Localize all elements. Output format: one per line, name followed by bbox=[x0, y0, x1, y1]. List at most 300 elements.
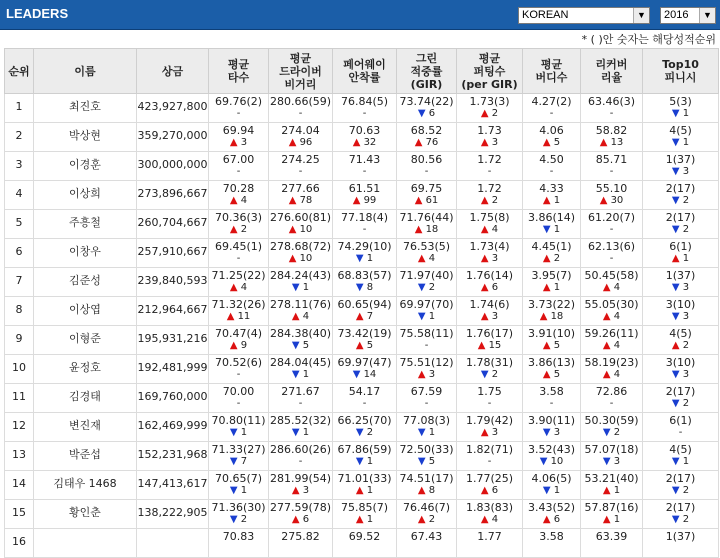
stat-value: 274.25 bbox=[281, 153, 320, 166]
rank-change-value: 99 bbox=[363, 195, 377, 206]
rank-change-value: - bbox=[362, 224, 367, 235]
rank-change-value: 3 bbox=[302, 485, 310, 496]
rank-change-value: 1 bbox=[553, 224, 561, 235]
stat-value: 4.50 bbox=[539, 153, 564, 166]
rank-change-value: 6 bbox=[428, 108, 436, 119]
stat-value: 66.25(70) bbox=[337, 414, 392, 427]
arrow-down-icon: ▼ bbox=[480, 369, 492, 380]
rank-up-indicator bbox=[209, 282, 268, 294]
rank-change-value: 5 bbox=[553, 369, 561, 380]
rank-down-indicator bbox=[523, 224, 580, 236]
stat-value: 1.73(4) bbox=[469, 240, 510, 253]
stat-cell bbox=[209, 413, 269, 442]
chevron-down-icon[interactable]: ▼ bbox=[699, 8, 715, 23]
rank-change bbox=[643, 427, 718, 439]
player-name[interactable] bbox=[34, 297, 137, 326]
rank-cell bbox=[5, 355, 34, 384]
tour-select-value: KOREAN bbox=[522, 9, 569, 21]
rank-up-indicator bbox=[581, 340, 642, 352]
table-row[interactable] bbox=[5, 123, 719, 152]
arrow-up-icon: ▲ bbox=[417, 253, 429, 264]
stat-value: 60.65(94) bbox=[337, 298, 392, 311]
table-row[interactable] bbox=[5, 326, 719, 355]
stat-cell bbox=[209, 355, 269, 384]
rank-cell-text: 5 bbox=[15, 216, 23, 229]
arrow-down-icon: ▼ bbox=[671, 224, 683, 235]
stat-value: 59.26(11) bbox=[584, 327, 639, 340]
rank-change-value: 6 bbox=[553, 514, 561, 525]
arrow-down-icon: ▼ bbox=[355, 456, 367, 467]
stat-cell bbox=[333, 181, 397, 210]
stat-cell bbox=[333, 268, 397, 297]
stat-cell bbox=[523, 500, 581, 529]
rank-change-value: 1 bbox=[366, 253, 374, 264]
player-name-text: 박준섭 bbox=[69, 448, 101, 461]
rank-up-indicator bbox=[523, 340, 580, 352]
column-header: 상금 bbox=[137, 49, 209, 94]
column-header: 이름 bbox=[34, 49, 137, 94]
rank-up-indicator bbox=[523, 195, 580, 207]
stat-cell bbox=[643, 94, 719, 123]
player-name[interactable] bbox=[34, 239, 137, 268]
table-row[interactable] bbox=[5, 181, 719, 210]
stat-cell bbox=[457, 123, 523, 152]
stat-value: 71.32(26) bbox=[211, 298, 266, 311]
stat-cell bbox=[581, 181, 643, 210]
stat-cell bbox=[643, 529, 719, 558]
stat-value: 74.29(10) bbox=[337, 240, 392, 253]
arrow-down-icon: ▼ bbox=[602, 456, 614, 467]
table-row[interactable] bbox=[5, 471, 719, 500]
stat-value: 277.66 bbox=[281, 182, 320, 195]
rank-down-indicator bbox=[209, 427, 268, 439]
column-header: 리커버 리율 bbox=[581, 49, 643, 94]
rank-change bbox=[209, 369, 268, 381]
rank-change bbox=[581, 166, 642, 178]
stat-cell bbox=[523, 210, 581, 239]
table-row[interactable] bbox=[5, 500, 719, 529]
rank-change-value: 3 bbox=[240, 137, 248, 148]
stat-value: 4(5) bbox=[669, 327, 692, 340]
rank-cell-text: 11 bbox=[12, 390, 26, 403]
stat-cell bbox=[209, 123, 269, 152]
arrow-up-icon: ▲ bbox=[602, 340, 614, 351]
prize-cell-text: 260,704,667 bbox=[137, 216, 208, 229]
arrow-down-icon: ▼ bbox=[671, 166, 683, 177]
rank-down-indicator bbox=[209, 514, 268, 526]
player-name-text: 변진재 bbox=[69, 419, 101, 432]
prize-cell-text: 273,896,667 bbox=[137, 187, 208, 200]
stat-cell bbox=[397, 123, 457, 152]
player-name[interactable] bbox=[34, 326, 137, 355]
arrow-down-icon: ▼ bbox=[417, 282, 429, 293]
arrow-up-icon: ▲ bbox=[417, 369, 429, 380]
rank-down-indicator bbox=[333, 282, 396, 294]
player-name[interactable] bbox=[34, 123, 137, 152]
rank-down-indicator bbox=[457, 369, 522, 381]
rank-up-indicator bbox=[457, 311, 522, 323]
arrow-up-icon: ▲ bbox=[539, 311, 551, 322]
arrow-down-icon: ▼ bbox=[671, 398, 683, 409]
rank-down-indicator bbox=[581, 456, 642, 468]
chevron-down-icon[interactable]: ▼ bbox=[633, 8, 649, 23]
player-name-text: 이형준 bbox=[69, 332, 101, 345]
rank-up-indicator bbox=[209, 195, 268, 207]
rank-up-indicator bbox=[397, 137, 456, 149]
stat-value: 85.71 bbox=[595, 153, 628, 166]
arrow-up-icon: ▲ bbox=[480, 485, 492, 496]
rank-change-value: 10 bbox=[299, 253, 313, 264]
stat-value: 3(10) bbox=[665, 356, 696, 369]
stat-value: 72.50(33) bbox=[399, 443, 454, 456]
stat-value: 2(17) bbox=[665, 211, 696, 224]
rank-up-indicator bbox=[333, 514, 396, 526]
arrow-down-icon: ▼ bbox=[417, 456, 429, 467]
arrow-up-icon: ▲ bbox=[480, 195, 492, 206]
stat-cell bbox=[209, 152, 269, 181]
player-name[interactable] bbox=[34, 210, 137, 239]
arrow-down-icon: ▼ bbox=[355, 427, 367, 438]
arrow-up-icon: ▲ bbox=[288, 253, 300, 264]
player-name[interactable] bbox=[34, 268, 137, 297]
rank-up-indicator bbox=[523, 369, 580, 381]
rank-change-value: 10 bbox=[299, 224, 313, 235]
arrow-up-icon: ▲ bbox=[414, 137, 426, 148]
rank-change-value: 2 bbox=[682, 224, 690, 235]
rank-change-value: 3 bbox=[491, 427, 499, 438]
stat-value: 1.77 bbox=[477, 530, 502, 543]
rank-up-indicator bbox=[269, 311, 332, 323]
stat-value: 69.97(70) bbox=[399, 298, 454, 311]
table-row[interactable] bbox=[5, 239, 719, 268]
stat-cell bbox=[333, 239, 397, 268]
rank-up-indicator bbox=[523, 514, 580, 526]
column-header: Top10 피니시 bbox=[643, 49, 719, 94]
player-name[interactable] bbox=[34, 471, 137, 500]
stat-cell bbox=[523, 471, 581, 500]
player-name[interactable] bbox=[34, 500, 137, 529]
rank-up-indicator bbox=[397, 224, 456, 236]
stat-cell bbox=[643, 384, 719, 413]
arrow-up-icon: ▲ bbox=[542, 137, 554, 148]
stat-cell bbox=[643, 123, 719, 152]
player-name[interactable] bbox=[34, 152, 137, 181]
stat-value: 1(37) bbox=[665, 153, 696, 166]
stat-cell bbox=[581, 326, 643, 355]
stat-cell bbox=[269, 326, 333, 355]
stat-cell bbox=[643, 500, 719, 529]
stat-value: 67.59 bbox=[410, 385, 443, 398]
stat-value: 3.58 bbox=[539, 385, 564, 398]
stat-cell bbox=[523, 123, 581, 152]
rank-up-indicator bbox=[457, 224, 522, 236]
prize-cell bbox=[137, 210, 209, 239]
rank-up-indicator bbox=[523, 282, 580, 294]
stat-cell bbox=[523, 239, 581, 268]
stat-value: 1.79(42) bbox=[465, 414, 514, 427]
stat-cell bbox=[523, 413, 581, 442]
arrow-up-icon: ▲ bbox=[542, 195, 554, 206]
stat-cell bbox=[269, 239, 333, 268]
rank-down-indicator bbox=[269, 282, 332, 294]
rank-up-indicator bbox=[397, 369, 456, 381]
rank-change-value: 4 bbox=[240, 195, 248, 206]
stat-value: 77.18(4) bbox=[340, 211, 389, 224]
stat-cell bbox=[523, 326, 581, 355]
arrow-down-icon: ▼ bbox=[671, 311, 683, 322]
arrow-down-icon: ▼ bbox=[671, 485, 683, 496]
stat-cell bbox=[333, 94, 397, 123]
stat-value: 3.43(52) bbox=[527, 501, 576, 514]
rank-down-indicator bbox=[643, 485, 718, 497]
rank-up-indicator bbox=[269, 137, 332, 149]
stat-cell bbox=[333, 123, 397, 152]
stat-value: 3.73(22) bbox=[527, 298, 576, 311]
rank-change-value: 2 bbox=[682, 340, 690, 351]
stat-cell bbox=[581, 355, 643, 384]
player-name[interactable] bbox=[34, 94, 137, 123]
rank-change-value: - bbox=[678, 427, 683, 438]
stat-cell bbox=[643, 297, 719, 326]
stat-cell bbox=[643, 355, 719, 384]
stat-cell bbox=[523, 442, 581, 471]
arrow-down-icon: ▼ bbox=[417, 108, 429, 119]
arrow-up-icon: ▲ bbox=[352, 195, 364, 206]
table-row[interactable] bbox=[5, 384, 719, 413]
stat-value: 70.52(6) bbox=[214, 356, 263, 369]
player-name-text: 박상현 bbox=[69, 129, 101, 142]
rank-change-value: - bbox=[298, 456, 303, 467]
rank-change-value: 1 bbox=[553, 282, 561, 293]
rank-up-indicator bbox=[581, 311, 642, 323]
stat-cell bbox=[643, 471, 719, 500]
prize-cell bbox=[137, 442, 209, 471]
rank-change-value: - bbox=[236, 108, 241, 119]
rank-down-indicator bbox=[643, 514, 718, 526]
stat-value: 3.86(14) bbox=[527, 211, 576, 224]
rank-change-value: - bbox=[298, 166, 303, 177]
rank-down-indicator bbox=[643, 311, 718, 323]
player-name[interactable] bbox=[34, 529, 137, 558]
rank-down-indicator bbox=[643, 456, 718, 468]
stat-value: 275.82 bbox=[281, 530, 320, 543]
stat-cell bbox=[269, 471, 333, 500]
stat-cell bbox=[643, 239, 719, 268]
stat-cell bbox=[333, 500, 397, 529]
prize-cell bbox=[137, 384, 209, 413]
rank-up-indicator bbox=[209, 137, 268, 149]
stat-value: 281.99(54) bbox=[269, 472, 332, 485]
rank-up-indicator bbox=[457, 253, 522, 265]
rank-change-value: - bbox=[362, 108, 367, 119]
player-name-text: 이창우 bbox=[69, 245, 101, 258]
rank-down-indicator bbox=[269, 340, 332, 352]
prize-cell bbox=[137, 471, 209, 500]
stat-value: 71.33(27) bbox=[211, 443, 266, 456]
stat-value: 74.51(17) bbox=[399, 472, 454, 485]
arrow-up-icon: ▲ bbox=[229, 137, 241, 148]
rank-down-indicator bbox=[523, 427, 580, 439]
stat-cell bbox=[643, 268, 719, 297]
page-title: LEADERS bbox=[6, 6, 69, 21]
rank-change-value: 1 bbox=[302, 282, 310, 293]
stat-cell bbox=[209, 268, 269, 297]
rank-down-indicator bbox=[333, 369, 396, 381]
player-name[interactable] bbox=[34, 355, 137, 384]
stat-value: 286.60(26) bbox=[269, 443, 332, 456]
stat-value: 70.36(3) bbox=[214, 211, 263, 224]
rank-change-value: 2 bbox=[682, 514, 690, 525]
table-row[interactable] bbox=[5, 442, 719, 471]
rank-cell bbox=[5, 297, 34, 326]
prize-cell bbox=[137, 268, 209, 297]
player-name-text: 주흥철 bbox=[69, 216, 101, 229]
rank-change-value: - bbox=[549, 166, 554, 177]
rank-down-indicator bbox=[397, 456, 456, 468]
rank-down-indicator bbox=[397, 108, 456, 120]
arrow-down-icon: ▼ bbox=[671, 282, 683, 293]
rank-change-value: 1 bbox=[682, 456, 690, 467]
rank-change bbox=[333, 108, 396, 120]
table-row[interactable] bbox=[5, 210, 719, 239]
prize-cell-text: 195,931,216 bbox=[137, 332, 208, 345]
arrow-up-icon: ▲ bbox=[352, 137, 364, 148]
rank-change-value: - bbox=[549, 398, 554, 409]
rank-change-value: 4 bbox=[491, 514, 499, 525]
stat-cell bbox=[523, 268, 581, 297]
rank-change-value: - bbox=[487, 398, 492, 409]
stat-cell bbox=[397, 500, 457, 529]
arrow-down-icon: ▼ bbox=[539, 456, 551, 467]
rank-change bbox=[523, 108, 580, 120]
stat-cell bbox=[457, 413, 523, 442]
stat-value: 63.46(3) bbox=[587, 95, 636, 108]
rank-change-value: 4 bbox=[240, 282, 248, 293]
rank-up-indicator bbox=[581, 369, 642, 381]
rank-down-indicator bbox=[333, 456, 396, 468]
year-select[interactable] bbox=[660, 7, 716, 24]
rank-change-value: - bbox=[236, 369, 241, 380]
tour-select[interactable] bbox=[518, 7, 650, 24]
stat-cell bbox=[523, 152, 581, 181]
stat-value: 70.28 bbox=[222, 182, 255, 195]
table-row[interactable] bbox=[5, 355, 719, 384]
table-row[interactable] bbox=[5, 94, 719, 123]
stat-cell bbox=[397, 210, 457, 239]
arrow-up-icon: ▲ bbox=[602, 369, 614, 380]
rank-down-indicator bbox=[209, 485, 268, 497]
rank-change-value: - bbox=[487, 456, 492, 467]
table-row[interactable] bbox=[5, 413, 719, 442]
stat-value: 1.78(31) bbox=[465, 356, 514, 369]
stat-value: 69.45(1) bbox=[214, 240, 263, 253]
rank-change-value: 76 bbox=[425, 137, 439, 148]
table-row[interactable] bbox=[5, 297, 719, 326]
player-name[interactable] bbox=[34, 384, 137, 413]
rank-change bbox=[581, 398, 642, 410]
arrow-up-icon: ▲ bbox=[414, 195, 426, 206]
rank-cell-text: 16 bbox=[12, 535, 26, 548]
stat-value: 50.45(58) bbox=[584, 269, 639, 282]
rank-cell bbox=[5, 268, 34, 297]
rank-change-value: 3 bbox=[428, 369, 436, 380]
rank-change-value: 7 bbox=[366, 311, 374, 322]
arrow-up-icon: ▲ bbox=[288, 224, 300, 235]
stat-cell bbox=[643, 152, 719, 181]
rank-down-indicator bbox=[643, 195, 718, 207]
rank-change-value: 1 bbox=[682, 108, 690, 119]
rank-down-indicator bbox=[397, 311, 456, 323]
stat-cell bbox=[397, 94, 457, 123]
arrow-up-icon: ▲ bbox=[229, 340, 241, 351]
prize-cell-text: 239,840,593 bbox=[137, 274, 208, 287]
rank-cell bbox=[5, 94, 34, 123]
rank-change-value: 2 bbox=[491, 108, 499, 119]
rank-change bbox=[397, 340, 456, 352]
rank-down-indicator bbox=[643, 398, 718, 410]
stat-value: 3.91(10) bbox=[527, 327, 576, 340]
stat-value: 5(3) bbox=[669, 95, 692, 108]
arrow-up-icon: ▲ bbox=[599, 137, 611, 148]
stat-cell bbox=[523, 384, 581, 413]
rank-change-value: 3 bbox=[682, 166, 690, 177]
rank-up-indicator bbox=[523, 311, 580, 323]
stat-value: 69.75 bbox=[410, 182, 443, 195]
player-name[interactable] bbox=[34, 442, 137, 471]
rank-change-value: - bbox=[236, 166, 241, 177]
stat-value: 71.76(44) bbox=[399, 211, 454, 224]
rank-change bbox=[333, 398, 396, 410]
stat-value: 67.00 bbox=[222, 153, 255, 166]
stat-cell bbox=[457, 355, 523, 384]
arrow-up-icon: ▲ bbox=[480, 514, 492, 525]
stat-value: 76.84(5) bbox=[340, 95, 389, 108]
table-row[interactable] bbox=[5, 529, 719, 558]
stat-cell bbox=[643, 326, 719, 355]
rank-cell-text: 4 bbox=[15, 187, 23, 200]
rank-change bbox=[333, 166, 396, 178]
rank-up-indicator bbox=[523, 253, 580, 265]
rank-change bbox=[269, 166, 332, 178]
player-name[interactable] bbox=[34, 413, 137, 442]
rank-up-indicator bbox=[581, 514, 642, 526]
table-row[interactable] bbox=[5, 152, 719, 181]
prize-cell-text: 192,481,999 bbox=[137, 361, 208, 374]
arrow-up-icon: ▲ bbox=[602, 311, 614, 322]
rank-cell-text: 7 bbox=[15, 274, 23, 287]
rank-change-value: 96 bbox=[299, 137, 313, 148]
table-row[interactable] bbox=[5, 268, 719, 297]
stat-cell bbox=[333, 529, 397, 558]
rank-cell bbox=[5, 442, 34, 471]
arrow-down-icon: ▼ bbox=[229, 514, 241, 525]
rank-change bbox=[397, 398, 456, 410]
stat-cell bbox=[457, 384, 523, 413]
rank-change-value: 1 bbox=[302, 427, 310, 438]
stat-cell bbox=[269, 94, 333, 123]
rank-up-indicator bbox=[269, 253, 332, 265]
rank-change-value: 5 bbox=[553, 137, 561, 148]
player-name[interactable] bbox=[34, 181, 137, 210]
column-header: 순위 bbox=[5, 49, 34, 94]
rank-note: * ( )안 숫자는 해당성적순위 bbox=[581, 33, 716, 46]
stat-value: 1.77(25) bbox=[465, 472, 514, 485]
rank-cell-text: 15 bbox=[12, 506, 26, 519]
rank-change bbox=[209, 398, 268, 410]
rank-change-value: 10 bbox=[550, 456, 564, 467]
arrow-down-icon: ▼ bbox=[671, 137, 683, 148]
rank-cell-text: 9 bbox=[15, 332, 23, 345]
